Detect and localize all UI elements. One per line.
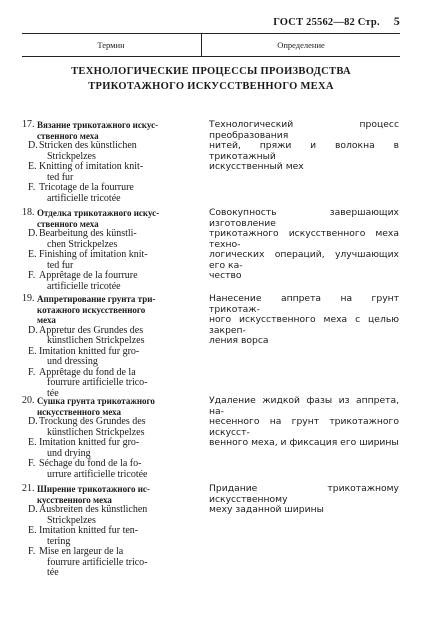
definition-line: чество (209, 270, 242, 281)
term-title-line: котажного искусственного (37, 304, 146, 315)
equivalent-line: Appretur des Grundes des (39, 324, 144, 336)
definition-line: Совокупность завершающих изготовление (209, 207, 399, 229)
language-code: F. (28, 366, 36, 378)
definition-line: Придание трикотажному искусственному (209, 483, 399, 505)
definition-line: логических операций, улучшающих его ка- (209, 249, 399, 271)
language-code: F. (28, 458, 36, 469)
equivalent-text (39, 326, 200, 347)
term-column (22, 396, 200, 480)
foreign-equivalent (28, 141, 200, 162)
definition-line: искусственный мех (209, 161, 304, 172)
foreign-equivalent (28, 438, 200, 459)
term-number: 20. (22, 395, 35, 406)
table-header (22, 33, 400, 57)
equivalent-line: Imitation knitted fur ten- (39, 525, 139, 536)
equivalent-text (39, 229, 200, 250)
equivalent-text (39, 347, 200, 368)
equivalent-text (39, 162, 200, 183)
term-title-line: меха (37, 315, 56, 325)
equivalent-line: Trockung des Grundes des (39, 416, 146, 427)
equivalent-line: Ausbreiten des künstlichen (39, 504, 148, 515)
term-title-line: искусственного меха (37, 406, 122, 417)
language-code: E. (28, 249, 37, 260)
term-column (22, 208, 200, 292)
equivalent-line: tée (47, 387, 59, 399)
equivalent-line: tering (47, 535, 71, 547)
equivalent-text (39, 250, 200, 271)
language-code: D. (28, 416, 38, 427)
equivalent-line: Knitting of imitation knit- (39, 161, 144, 172)
foreign-equivalent (28, 250, 200, 271)
term-title-line: Вязание трикотажного искус- (37, 120, 159, 130)
definition-line: несенного на грунт трикотажного искусст- (209, 416, 399, 438)
definition-line: меху заданной ширины (209, 504, 324, 515)
foreign-equivalent (28, 547, 200, 579)
equivalent-line: artificielle tricotée (47, 192, 121, 204)
column-header-term: Термин (97, 40, 125, 50)
language-code: E. (28, 345, 37, 357)
definition-text (209, 396, 399, 449)
equivalent-text (39, 459, 200, 480)
definition-text (209, 120, 399, 173)
term-heading (22, 120, 200, 141)
equivalent-line: Imitation knitted fur gro- (39, 437, 140, 448)
definition-line: венного меха, и фиксация его ширины (209, 437, 399, 448)
equivalent-line: Strickpelzes (47, 514, 96, 526)
section-title (22, 64, 400, 94)
language-code: D. (28, 324, 38, 336)
term-number: 18. (22, 207, 35, 218)
language-code: D. (28, 228, 38, 239)
equivalent-line: und drying (47, 447, 91, 459)
language-code: D. (28, 140, 38, 151)
definition-line: Технологический процесс преобразования (209, 119, 399, 141)
definition-text (209, 208, 399, 282)
standard-reference: ГОСТ 25562—82 Стр. (273, 17, 380, 28)
definition-line: трикотажного искусственного меха техно- (209, 228, 399, 250)
equivalent-text (39, 271, 200, 292)
term-column (22, 294, 200, 399)
foreign-equivalent (28, 368, 200, 400)
foreign-equivalent (28, 347, 200, 368)
language-code: E. (28, 161, 37, 172)
foreign-equivalent (28, 417, 200, 438)
foreign-equivalent (28, 229, 200, 250)
equivalent-text (39, 368, 200, 400)
foreign-equivalent (28, 526, 200, 547)
page-header (273, 14, 400, 29)
equivalent-line: ted fur (47, 171, 74, 183)
term-number: 17. (22, 119, 35, 130)
term-column (22, 484, 200, 579)
section-title-line: ТЕХНОЛОГИЧЕСКИЕ ПРОЦЕССЫ ПРОИЗВОДСТВА (71, 66, 351, 77)
term-title (37, 208, 159, 229)
equivalent-line: Mise en largeur de la (39, 546, 124, 557)
term-title-line: ственного меха (37, 130, 99, 141)
term-title-line: Отделка трикотажного искус- (37, 208, 160, 218)
equivalent-line: Imitation knitted fur gro- (39, 345, 140, 357)
term-number: 19. (22, 293, 35, 304)
equivalent-line: und dressing (47, 356, 98, 367)
section-title-line: ТРИКОТАЖНОГО ИСКУССТВЕННОГО МЕХА (88, 81, 334, 92)
term-title-line: Ширение трикотажного ис- (37, 484, 150, 494)
term-number: 21. (22, 483, 35, 494)
definition-text (209, 484, 399, 516)
equivalent-line: Apprêtage de la fourrure (39, 270, 138, 281)
term-title-line: ственного меха (37, 218, 99, 229)
equivalent-line: chen Strickpelzes (47, 238, 118, 250)
language-code: E. (28, 437, 37, 448)
term-heading (22, 208, 200, 229)
foreign-equivalent (28, 183, 200, 204)
equivalent-line: künstlichen Strickpelzes (47, 426, 145, 438)
foreign-equivalent (28, 459, 200, 480)
term-title (37, 396, 155, 417)
definition-line: нитей, пряжи и волокна в трикотажный (209, 140, 399, 162)
language-code: E. (28, 525, 37, 536)
term-title (37, 484, 150, 505)
equivalent-text (39, 183, 200, 204)
equivalent-line: Stricken des künstlichen (39, 140, 137, 151)
term-heading (22, 396, 200, 417)
equivalent-line: Séchage du fond de la fo- (39, 458, 142, 469)
equivalent-line: urrure artificielle tricotée (47, 468, 148, 480)
equivalent-line: tée (47, 567, 59, 578)
term-title (37, 120, 158, 141)
term-title-line: кусственного меха (37, 494, 112, 505)
definition-line: ного искусственного меха с целью закреп- (209, 314, 399, 336)
foreign-equivalent (28, 271, 200, 292)
equivalent-text (39, 141, 200, 162)
equivalent-text (39, 547, 200, 579)
definition-line: Нанесение аппрета на грунт трикотаж- (209, 293, 399, 315)
equivalent-text (39, 438, 200, 459)
definition-line: Удаление жидкой фазы из аппрета, на- (209, 395, 399, 417)
definition-line: ления ворса (209, 335, 269, 346)
equivalent-line: artificielle tricotée (47, 280, 121, 292)
equivalent-line: Strickpelzes (47, 150, 96, 162)
equivalent-line: Finishing of imitation knit- (39, 249, 148, 260)
term-title-line: Сушка грунта трикотажного (37, 396, 155, 406)
equivalent-text (39, 526, 200, 547)
equivalent-line: ted fur (47, 259, 74, 271)
equivalent-line: fourrure artificielle trico- (47, 556, 148, 568)
foreign-equivalent (28, 162, 200, 183)
equivalent-text (39, 505, 200, 526)
language-code: F. (28, 546, 36, 557)
equivalent-line: fourrure artificielle trico- (47, 377, 148, 388)
term-title-line: Аппретирование грунта три- (37, 294, 156, 304)
page-number: 5 (393, 14, 400, 28)
foreign-equivalent (28, 326, 200, 347)
foreign-equivalent (28, 505, 200, 526)
language-code: F. (28, 182, 36, 193)
language-code: D. (28, 504, 38, 515)
column-header-definition: Определение (277, 40, 325, 50)
definition-text (209, 294, 399, 347)
language-code: F. (28, 270, 36, 281)
term-heading (22, 294, 200, 326)
equivalent-line: Apprêtage du fond de la (39, 366, 136, 378)
equivalent-line: Bearbeitung des künstli- (39, 228, 137, 239)
equivalent-text (39, 417, 200, 438)
term-column (22, 120, 200, 204)
equivalent-line: künstlichen Strickpelzes (47, 335, 145, 346)
equivalent-line: Tricotage de la fourrure (39, 182, 134, 193)
term-title (37, 294, 155, 326)
term-heading (22, 484, 200, 505)
